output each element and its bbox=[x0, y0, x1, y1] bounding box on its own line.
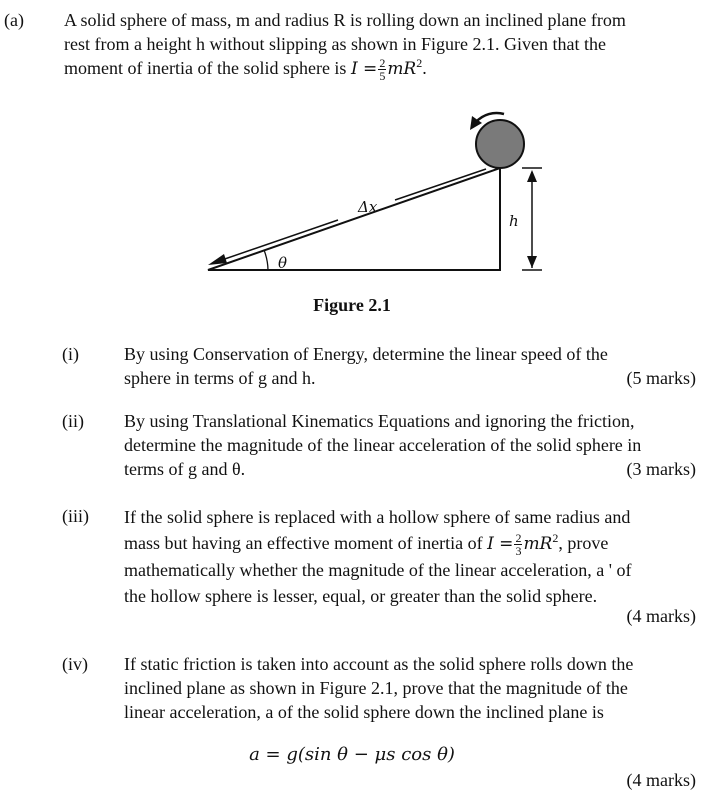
theta-label: θ bbox=[278, 254, 288, 272]
part-label: (a) bbox=[4, 10, 24, 30]
theta-arc bbox=[264, 250, 268, 270]
figure-caption: Figure 2.1 bbox=[313, 295, 391, 315]
hollow-inertia-exponent: 2 bbox=[552, 531, 559, 545]
question-iii-number: (iii) bbox=[62, 506, 89, 526]
question-ii-line-2: determine the magnitude of the linear acceleration of the solid sphere in bbox=[124, 435, 642, 455]
fraction-denominator: 5 bbox=[379, 69, 386, 84]
question-iii-line-3: mathematically whether the magnitude of the linear acceleration, a ' of bbox=[124, 560, 632, 581]
dx-arrow-line-upper bbox=[395, 169, 486, 200]
question-iii-marks: (4 marks) bbox=[626, 606, 696, 626]
intro-paragraph bbox=[64, 8, 700, 82]
question-ii-number: (ii) bbox=[62, 411, 84, 431]
h-label: h bbox=[509, 212, 519, 230]
question-iii-line-1: If the solid sphere is replaced with a hollow sphere of same radius and bbox=[124, 507, 631, 527]
intro-period: . bbox=[422, 58, 427, 78]
question-iv-marks: (4 marks) bbox=[626, 770, 696, 790]
question-i-line-2: sphere in terms of g and h. bbox=[124, 368, 316, 388]
question-iv-line-3: linear acceleration, a of the solid sphere down the inclined plane is bbox=[124, 702, 604, 722]
dx-arrow-line-lower bbox=[216, 220, 338, 262]
friction-formula bbox=[0, 742, 704, 767]
question-iii-text bbox=[124, 504, 698, 609]
inertia-exponent: 2 bbox=[416, 56, 423, 70]
hollow-fraction-denominator: 3 bbox=[515, 544, 522, 559]
height-arrowhead-top bbox=[527, 170, 537, 182]
intro-line-2: rest from a height h without slipping as shown in Figure 2.1. Given that the bbox=[64, 34, 606, 54]
question-iii-line-2 bbox=[124, 530, 698, 557]
incline-figure bbox=[190, 108, 560, 283]
question-iv-text bbox=[124, 652, 698, 724]
hollow-fraction-numerator: 2 bbox=[515, 531, 522, 546]
question-iii-line-2-text: mass but having an effective moment of inertia of bbox=[124, 533, 483, 553]
question-i-text bbox=[124, 342, 698, 390]
question-i-marks: (5 marks) bbox=[626, 368, 696, 388]
question-ii-text bbox=[124, 409, 698, 481]
question-iv-line-1: If static friction is taken into account as the solid sphere rolls down the bbox=[124, 654, 634, 674]
question-i-line-1: By using Conservation of Energy, determine the linear speed of the bbox=[124, 344, 608, 364]
inertia-fraction bbox=[378, 57, 386, 82]
question-iii-line-4: the hollow sphere is lesser, equal, or greater than the solid sphere. bbox=[124, 586, 598, 607]
inertia-lhs: I = bbox=[350, 59, 378, 79]
question-iv-number: (iv) bbox=[62, 654, 88, 674]
hollow-inertia-rhs: mR bbox=[523, 534, 553, 554]
intro-line-3-text: moment of inertia of the solid sphere is bbox=[64, 58, 347, 78]
inertia-rhs: mR bbox=[387, 59, 417, 79]
incline-triangle bbox=[208, 168, 500, 270]
sphere bbox=[476, 120, 524, 168]
question-i-number: (i) bbox=[62, 344, 79, 364]
friction-formula-text: a = g(sin θ − μs cos θ) bbox=[249, 744, 455, 765]
intro-line-1: A solid sphere of mass, m and radius R is rolling down an inclined plane from bbox=[64, 10, 626, 30]
hollow-inertia-suffix: , prove bbox=[558, 533, 609, 553]
hollow-inertia-lhs: I = bbox=[487, 534, 514, 554]
question-iv-line-2: inclined plane as shown in Figure 2.1, prove that the magnitude of the bbox=[124, 678, 628, 698]
height-arrowhead-bottom bbox=[527, 256, 537, 268]
question-ii-line-3: terms of g and θ. bbox=[124, 459, 246, 479]
question-ii-marks: (3 marks) bbox=[626, 459, 696, 479]
question-ii-line-1: By using Translational Kinematics Equations and ignoring the friction, bbox=[124, 411, 635, 431]
dx-label: Δx bbox=[358, 198, 378, 216]
hollow-inertia-fraction bbox=[514, 532, 522, 557]
fraction-numerator: 2 bbox=[379, 56, 386, 71]
intro-line-3 bbox=[64, 56, 700, 82]
